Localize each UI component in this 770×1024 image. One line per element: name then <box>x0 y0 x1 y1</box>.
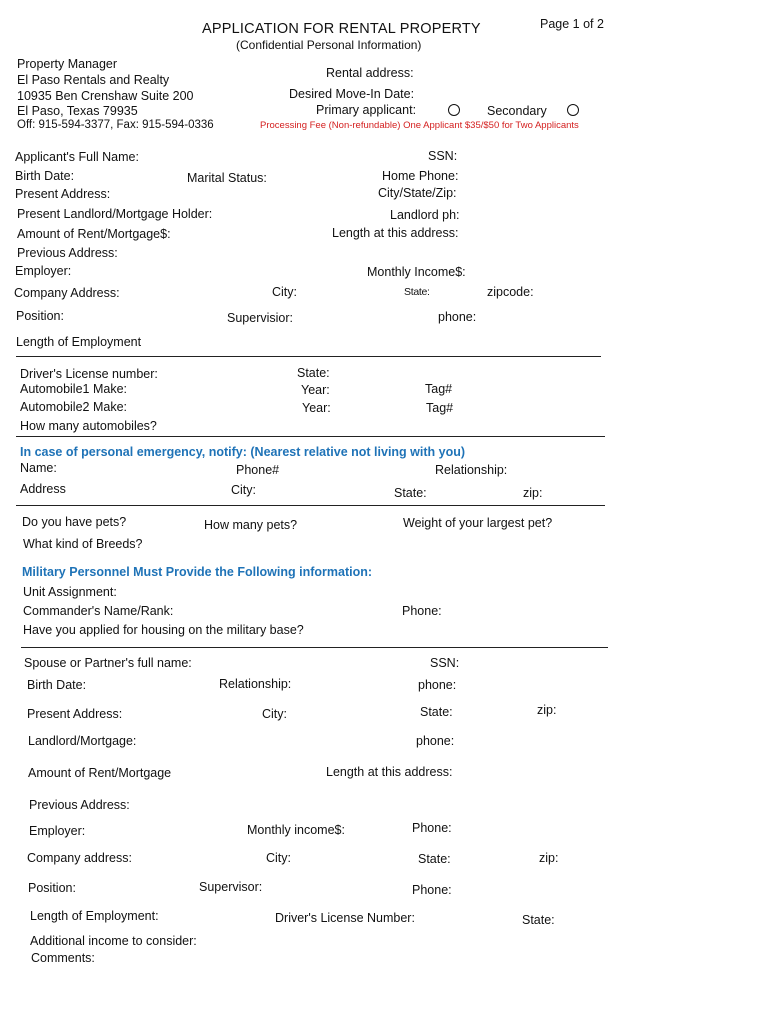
secondary-applicant-label: Secondary <box>487 104 547 118</box>
spouse-company-address-label[interactable]: Company address: <box>27 851 132 865</box>
automobile1-make-label[interactable]: Automobile1 Make: <box>20 382 128 396</box>
form-title: APPLICATION FOR RENTAL PROPERTY <box>202 21 481 37</box>
company-state-label[interactable]: State: <box>404 286 430 298</box>
spouse-previous-address-label[interactable]: Previous Address: <box>29 798 130 812</box>
spouse-license-state-label[interactable]: State: <box>522 913 555 927</box>
spouse-relationship-label[interactable]: Relationship: <box>219 677 292 691</box>
military-phone-label[interactable]: Phone: <box>402 604 442 618</box>
emergency-city-label[interactable]: City: <box>231 483 256 497</box>
emergency-heading: In case of personal emergency, notify: (Nearest relative not living with you) <box>20 445 466 459</box>
additional-income-label[interactable]: Additional income to consider: <box>30 934 197 948</box>
home-phone-label[interactable]: Home Phone: <box>382 169 459 183</box>
automobile2-make-label[interactable]: Automobile2 Make: <box>20 400 128 414</box>
pet-breeds-label[interactable]: What kind of Breeds? <box>23 537 143 551</box>
spouse-zip-label[interactable]: zip: <box>537 703 557 717</box>
employer-label[interactable]: Employer: <box>15 264 72 278</box>
spouse-state-label[interactable]: State: <box>420 705 453 719</box>
spouse-length-at-address-label[interactable]: Length at this address: <box>326 765 453 779</box>
license-state-label[interactable]: State: <box>297 366 330 380</box>
section-divider <box>21 647 608 648</box>
section-divider <box>16 505 605 506</box>
unit-assignment-label[interactable]: Unit Assignment: <box>23 585 117 599</box>
manager-city: El Paso, Texas 79935 <box>17 104 138 118</box>
military-heading: Military Personnel Must Provide the Following information: <box>22 565 373 579</box>
form-subtitle: (Confidential Personal Information) <box>236 38 422 52</box>
secondary-applicant-radio[interactable] <box>567 104 579 116</box>
primary-applicant-radio[interactable] <box>448 104 460 116</box>
company-address-label[interactable]: Company Address: <box>14 286 120 300</box>
military-housing-label[interactable]: Have you applied for housing on the military base? <box>23 623 304 637</box>
spouse-landlord-label[interactable]: Landlord/Mortgage: <box>28 734 137 748</box>
applicant-ssn-label[interactable]: SSN: <box>428 149 458 163</box>
length-at-address-label[interactable]: Length at this address: <box>332 226 459 240</box>
applicant-birth-date-label[interactable]: Birth Date: <box>15 169 75 183</box>
rent-amount-label[interactable]: Amount of Rent/Mortgage$: <box>17 227 171 241</box>
automobile2-year-label[interactable]: Year: <box>302 401 331 415</box>
pet-count-label[interactable]: How many pets? <box>204 518 298 532</box>
section-divider <box>16 436 605 437</box>
spouse-landlord-phone-label[interactable]: phone: <box>416 734 455 748</box>
processing-fee-note: Processing Fee (Non-refundable) One Applicant $35/$50 for Two Applicants <box>260 120 579 131</box>
move-in-date-label[interactable]: Desired Move-In Date: <box>289 87 415 101</box>
spouse-city-label[interactable]: City: <box>262 707 287 721</box>
marital-status-label[interactable]: Marital Status: <box>187 171 267 185</box>
spouse-name-label[interactable]: Spouse or Partner's full name: <box>24 656 192 670</box>
have-pets-label[interactable]: Do you have pets? <box>22 515 127 529</box>
spouse-employer-label[interactable]: Employer: <box>29 824 86 838</box>
spouse-supervisor-label[interactable]: Supervisor: <box>199 880 263 894</box>
manager-label: Property Manager <box>17 57 118 71</box>
manager-street: 10935 Ben Crenshaw Suite 200 <box>17 89 194 103</box>
rental-address-label[interactable]: Rental address: <box>326 66 414 80</box>
landlord-phone-label[interactable]: Landlord ph: <box>390 208 460 222</box>
emergency-state-label[interactable]: State: <box>394 486 427 500</box>
largest-pet-weight-label[interactable]: Weight of your largest pet? <box>403 516 553 530</box>
spouse-position-phone-label[interactable]: Phone: <box>412 883 452 897</box>
length-of-employment-label[interactable]: Length of Employment <box>16 335 142 349</box>
emergency-phone-label[interactable]: Phone# <box>236 463 280 477</box>
emergency-zip-label[interactable]: zip: <box>523 486 543 500</box>
monthly-income-label[interactable]: Monthly Income$: <box>367 265 466 279</box>
section-divider <box>16 356 601 357</box>
employer-phone-label[interactable]: phone: <box>438 310 477 324</box>
emergency-address-label[interactable]: Address <box>20 482 66 496</box>
spouse-position-label[interactable]: Position: <box>28 881 76 895</box>
present-landlord-label[interactable]: Present Landlord/Mortgage Holder: <box>17 207 213 221</box>
spouse-ssn-label[interactable]: SSN: <box>430 656 460 670</box>
emergency-name-label[interactable]: Name: <box>20 461 57 475</box>
page-number: Page 1 of 2 <box>540 17 604 31</box>
spouse-rent-amount-label[interactable]: Amount of Rent/Mortgage <box>28 766 172 780</box>
manager-contact: Off: 915-594-3377, Fax: 915-594-0336 <box>17 119 214 131</box>
spouse-company-state-label[interactable]: State: <box>418 852 451 866</box>
automobile1-tag-label[interactable]: Tag# <box>425 382 453 396</box>
primary-applicant-label: Primary applicant: <box>316 103 417 117</box>
position-label[interactable]: Position: <box>16 309 64 323</box>
emergency-relationship-label[interactable]: Relationship: <box>435 463 508 477</box>
applicant-full-name-label[interactable]: Applicant's Full Name: <box>15 150 139 164</box>
city-state-zip-label[interactable]: City/State/Zip: <box>378 186 457 200</box>
spouse-present-address-label[interactable]: Present Address: <box>27 707 123 721</box>
comments-label[interactable]: Comments: <box>31 951 95 965</box>
spouse-employment-length-label[interactable]: Length of Employment: <box>30 909 159 923</box>
automobile2-tag-label[interactable]: Tag# <box>426 401 454 415</box>
spouse-company-zip-label[interactable]: zip: <box>539 851 559 865</box>
manager-company: El Paso Rentals and Realty <box>17 73 170 87</box>
automobile1-year-label[interactable]: Year: <box>301 383 330 397</box>
commander-name-label[interactable]: Commander's Name/Rank: <box>23 604 174 618</box>
previous-address-label[interactable]: Previous Address: <box>17 246 118 260</box>
present-address-label[interactable]: Present Address: <box>15 187 111 201</box>
spouse-phone-label[interactable]: phone: <box>418 678 457 692</box>
company-zipcode-label[interactable]: zipcode: <box>487 285 534 299</box>
automobile-count-label[interactable]: How many automobiles? <box>20 419 157 433</box>
spouse-license-number-label[interactable]: Driver's License Number: <box>275 911 415 925</box>
spouse-monthly-income-label[interactable]: Monthly income$: <box>247 823 345 837</box>
drivers-license-label[interactable]: Driver's License number: <box>20 367 158 381</box>
spouse-birth-date-label[interactable]: Birth Date: <box>27 678 87 692</box>
spouse-employer-phone-label[interactable]: Phone: <box>412 821 452 835</box>
supervisor-label[interactable]: Supervisior: <box>227 311 293 325</box>
spouse-company-city-label[interactable]: City: <box>266 851 291 865</box>
company-city-label[interactable]: City: <box>272 285 297 299</box>
